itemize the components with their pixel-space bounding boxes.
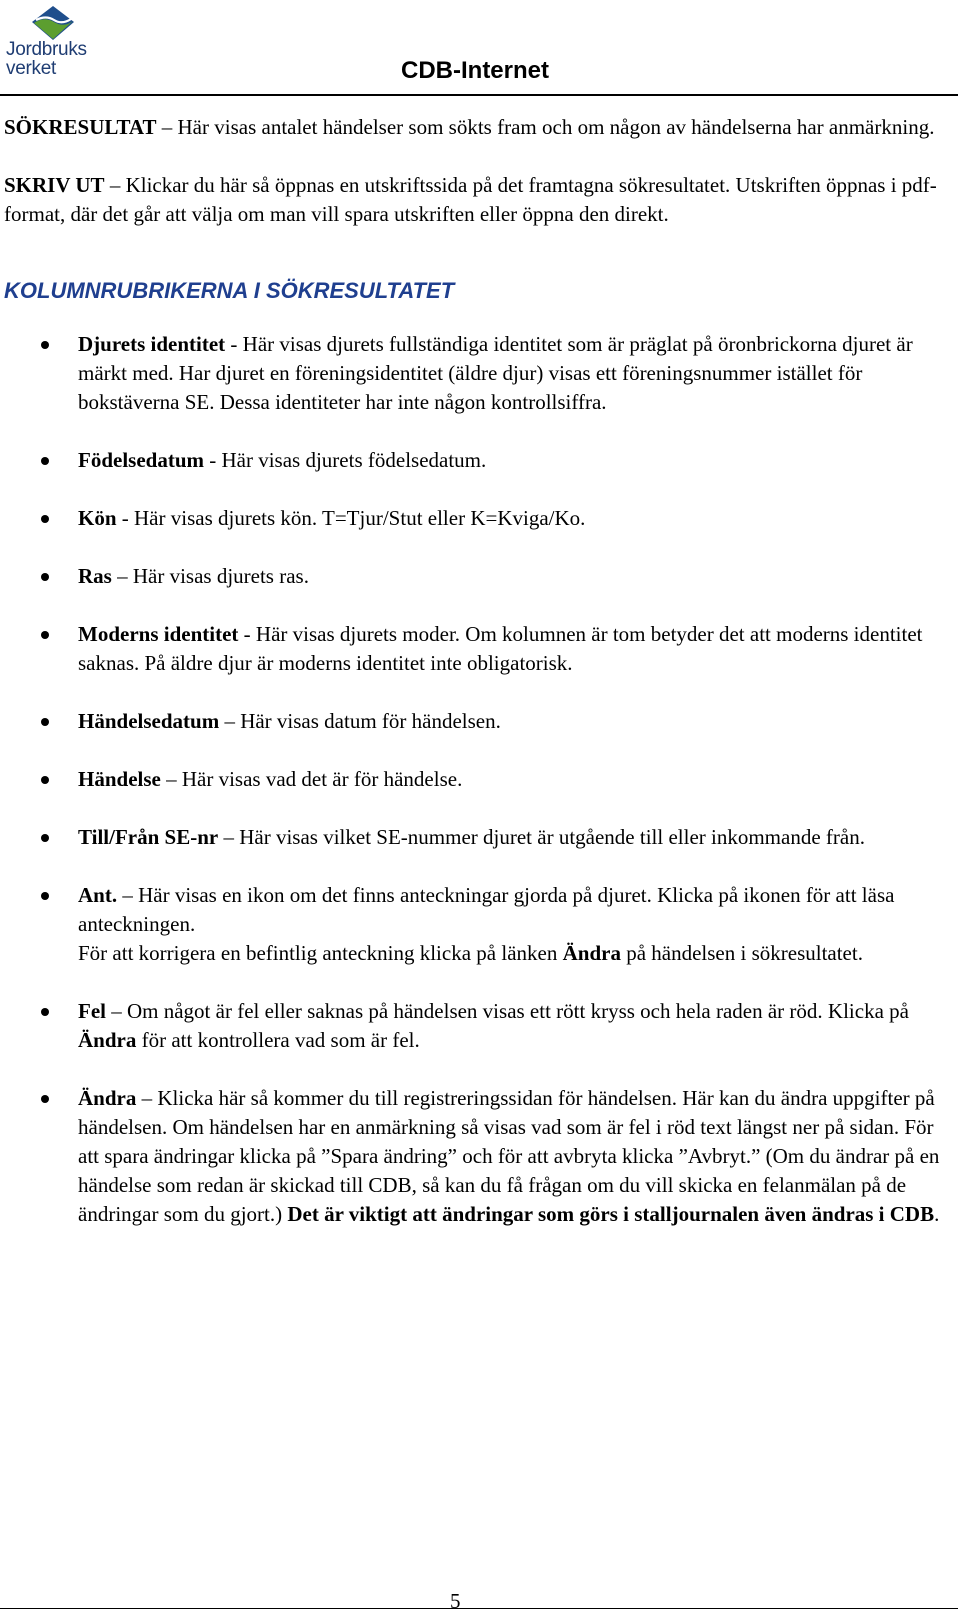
item-text: – Om något är fel eller saknas på händelsen visas ett rött kryss och hela raden är röd. Klicka på: [105, 999, 909, 1023]
list-item: [4, 504, 949, 533]
intro-skriv-ut: [4, 171, 949, 229]
intro-text: – Här visas antalet händelser som sökts fram och om någon av händelserna har anmärkning.: [156, 115, 935, 139]
page-header: [0, 0, 960, 100]
list-item: [4, 620, 949, 678]
page-body: [4, 113, 949, 1229]
list-item-andra: [4, 1084, 949, 1229]
bullet-icon: [41, 892, 49, 900]
bullet-icon: [41, 776, 49, 784]
item-text: – Här visas djurets ras.: [111, 564, 309, 588]
section-heading: KOLUMNRUBRIKERNA I SÖKRESULTATET: [4, 278, 455, 303]
intro-sokresultat: [4, 113, 949, 142]
item-text: .: [934, 1202, 940, 1226]
list-item-fel: [4, 997, 949, 1055]
item-term: Händelsedatum: [78, 709, 220, 733]
bullet-icon: [41, 341, 49, 349]
item-text: på händelsen i sökresultatet.: [620, 941, 863, 965]
page-number: 5: [450, 1589, 461, 1613]
bullet-icon: [41, 457, 49, 465]
item-text: - Här visas djurets fullständiga identitet som är präglat på öronbrickorna djuret är märkt med. Har djuret en föreningsidentitet (äldre djur) visas ett föreningsnummer istället för bokstäverna SE. Dessa identiteter har inte någon kontrollsiffra.: [78, 332, 913, 414]
column-definitions-list: [4, 330, 949, 1229]
jordbruksverket-logo: [6, 6, 102, 82]
item-term: Fel: [78, 999, 106, 1023]
item-term: Ras: [78, 564, 112, 588]
item-text: – Här visas en ikon om det finns anteckningar gjorda på djuret. Klicka på ikonen för att läsa anteckningen.: [78, 883, 895, 936]
bullet-icon: [41, 1008, 49, 1016]
bullet-icon: [41, 515, 49, 523]
list-item: [4, 330, 949, 417]
item-text: för att kontrollera vad som är fel.: [136, 1028, 420, 1052]
item-text: – Här visas datum för händelsen.: [219, 709, 501, 733]
item-emphasis: Det är viktigt att ändringar som görs i stalljournalen även ändras i CDB: [287, 1202, 935, 1226]
item-term: Moderns identitet: [78, 622, 239, 646]
item-term: Händelse: [78, 767, 161, 791]
footer-divider: [0, 1608, 958, 1609]
list-item: [4, 823, 949, 852]
logo-wordmark: [6, 40, 106, 78]
bullet-icon: [41, 573, 49, 581]
item-term: Ant.: [78, 883, 118, 907]
item-text: För att korrigera en befintlig anteckning klicka på länken: [78, 941, 563, 965]
item-term: Ändra: [78, 1086, 137, 1110]
logo-emblem-icon: [30, 6, 76, 42]
bullet-icon: [41, 718, 49, 726]
list-item: [4, 562, 949, 591]
item-text: - Här visas djurets födelsedatum.: [204, 448, 487, 472]
list-item: [4, 707, 949, 736]
item-text: – Här visas vad det är för händelse.: [160, 767, 463, 791]
logo-line-2: verket: [6, 58, 56, 79]
intro-term: SKRIV UT: [4, 173, 105, 197]
logo-line-1: Jordbruks: [6, 39, 87, 60]
item-text: - Här visas djurets kön. T=Tjur/Stut eller K=Kviga/Ko.: [116, 506, 586, 530]
intro-text: – Klickar du här så öppnas en utskriftssida på det framtagna sökresultatet. Utskriften öppnas i pdf-format, där det går att välja om man vill spara utskriften eller öppna den direkt.: [4, 173, 937, 226]
item-text: - Här visas djurets moder. Om kolumnen är tom betyder det att moderns identitet saknas. På äldre djur är moderns identitet inte obligatorisk.: [78, 622, 923, 675]
bullet-icon: [41, 1095, 49, 1103]
document-title: CDB-Internet: [401, 57, 549, 84]
item-emphasis: Ändra: [78, 1028, 137, 1052]
item-text: – Här visas vilket SE-nummer djuret är utgående till eller inkommande från.: [218, 825, 865, 849]
intro-term: SÖKRESULTAT: [4, 115, 157, 139]
header-divider: [0, 94, 958, 96]
bullet-icon: [41, 834, 49, 842]
item-text: – Klicka här så kommer du till registreringssidan för händelsen. Här kan du ändra uppgifter på händelsen. Om händelsen har en anmärkning så visas vad som är fel i röd text längst ner på sidan. För att spara ändringar klicka på ”Spara ändring” och för att avbryta klicka ”Avbryt.” (Om du ändrar på en händelse som redan är skickad till CDB, så kan du få frågan om du vill skicka en felanmälan på de ändringar som du gjort.): [78, 1086, 940, 1226]
item-term: Till/Från SE-nr: [78, 825, 219, 849]
list-item: [4, 446, 949, 475]
item-emphasis: Ändra: [562, 941, 621, 965]
item-term: Födelsedatum: [78, 448, 204, 472]
list-item-ant: [4, 881, 949, 968]
item-term: Djurets identitet: [78, 332, 226, 356]
list-item: [4, 765, 949, 794]
bullet-icon: [41, 631, 49, 639]
item-term: Kön: [78, 506, 117, 530]
